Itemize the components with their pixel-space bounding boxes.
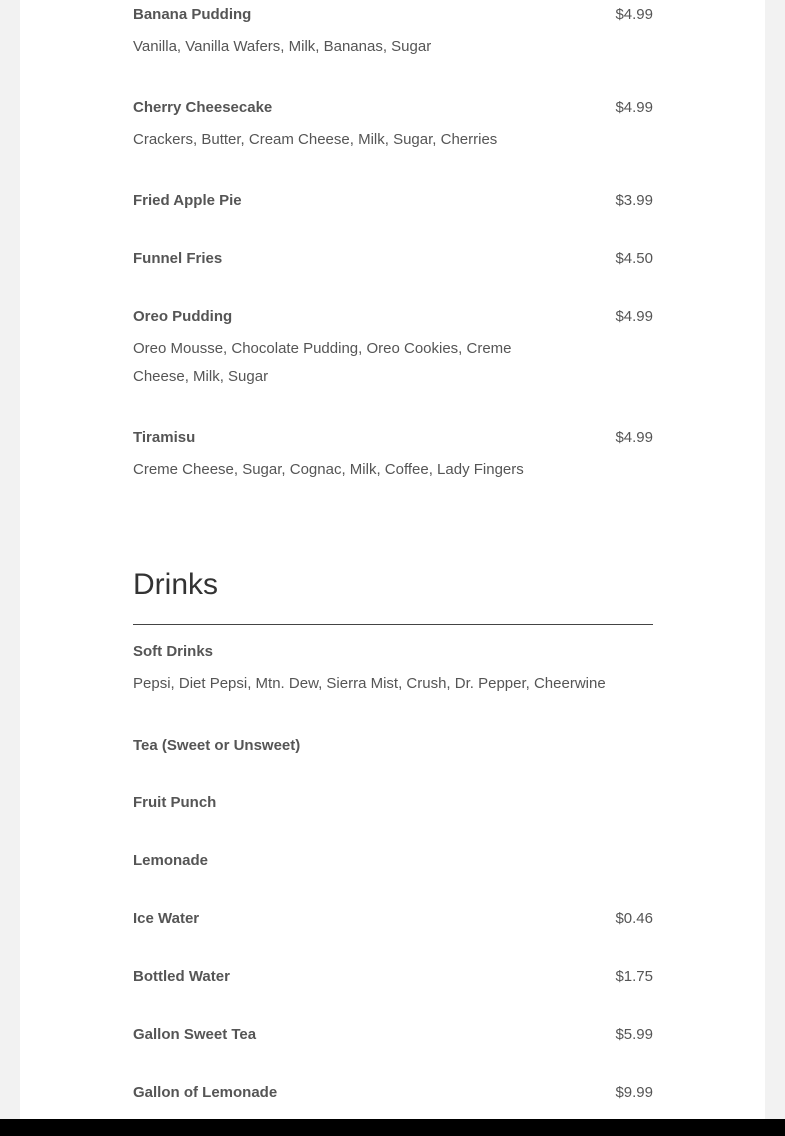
item-description: Creme Cheese, Sugar, Cognac, Milk, Coffee, Lady Fingers xyxy=(133,461,524,478)
menu-panel xyxy=(20,0,765,1119)
item-price: $4.99 xyxy=(615,429,653,446)
item-description: Oreo Mousse, Chocolate Pudding, Oreo Cookies, Creme Cheese, Milk, Sugar xyxy=(133,340,512,385)
menu-item-cherry-cheesecake xyxy=(133,99,653,154)
item-name: Tiramisu xyxy=(133,429,196,446)
item-name: Cherry Cheesecake xyxy=(133,99,273,116)
menu-item-ice-water xyxy=(133,910,653,930)
item-name: Soft Drinks xyxy=(133,643,214,660)
item-name: Ice Water xyxy=(133,910,200,927)
item-price: $4.99 xyxy=(615,6,653,23)
bottom-bar xyxy=(0,1119,785,1136)
menu-item-bottled-water xyxy=(133,968,653,988)
menu-item-tea xyxy=(133,737,653,757)
item-name: Funnel Fries xyxy=(133,250,223,267)
item-name: Oreo Pudding xyxy=(133,308,233,325)
section-divider xyxy=(133,624,653,625)
menu-item-tiramisu xyxy=(133,429,653,484)
item-price: $9.99 xyxy=(615,1084,653,1101)
section-title-drinks: Drinks xyxy=(133,568,219,601)
menu-item-oreo-pudding xyxy=(133,308,653,391)
item-price: $4.99 xyxy=(615,308,653,325)
menu-item-funnel-fries xyxy=(133,250,653,270)
menu-item-banana-pudding xyxy=(133,6,653,61)
menu-item-fried-apple-pie xyxy=(133,192,653,212)
item-price: $4.50 xyxy=(615,250,653,267)
menu-item-soft-drinks xyxy=(133,643,653,698)
item-name: Tea (Sweet or Unsweet) xyxy=(133,737,301,754)
item-description: Crackers, Butter, Cream Cheese, Milk, Sugar, Cherries xyxy=(133,131,498,148)
item-name: Fruit Punch xyxy=(133,794,217,811)
menu-item-fruit-punch xyxy=(133,794,653,814)
item-description: Vanilla, Vanilla Wafers, Milk, Bananas, Sugar xyxy=(133,38,432,55)
item-name: Bottled Water xyxy=(133,968,230,985)
item-price: $0.46 xyxy=(615,910,653,927)
menu-item-lemonade xyxy=(133,852,653,872)
item-price: $5.99 xyxy=(615,1026,653,1043)
menu-item-gallon-of-lemonade xyxy=(133,1084,653,1104)
item-name: Banana Pudding xyxy=(133,6,252,23)
item-name: Gallon Sweet Tea xyxy=(133,1026,257,1043)
item-name: Fried Apple Pie xyxy=(133,192,242,209)
item-name: Gallon of Lemonade xyxy=(133,1084,278,1101)
item-price: $4.99 xyxy=(615,99,653,116)
item-price: $3.99 xyxy=(615,192,653,209)
menu-item-gallon-sweet-tea xyxy=(133,1026,653,1046)
item-price: $1.75 xyxy=(615,968,653,985)
item-name: Lemonade xyxy=(133,852,209,869)
item-description: Pepsi, Diet Pepsi, Mtn. Dew, Sierra Mist, Crush, Dr. Pepper, Cheerwine xyxy=(133,675,606,692)
